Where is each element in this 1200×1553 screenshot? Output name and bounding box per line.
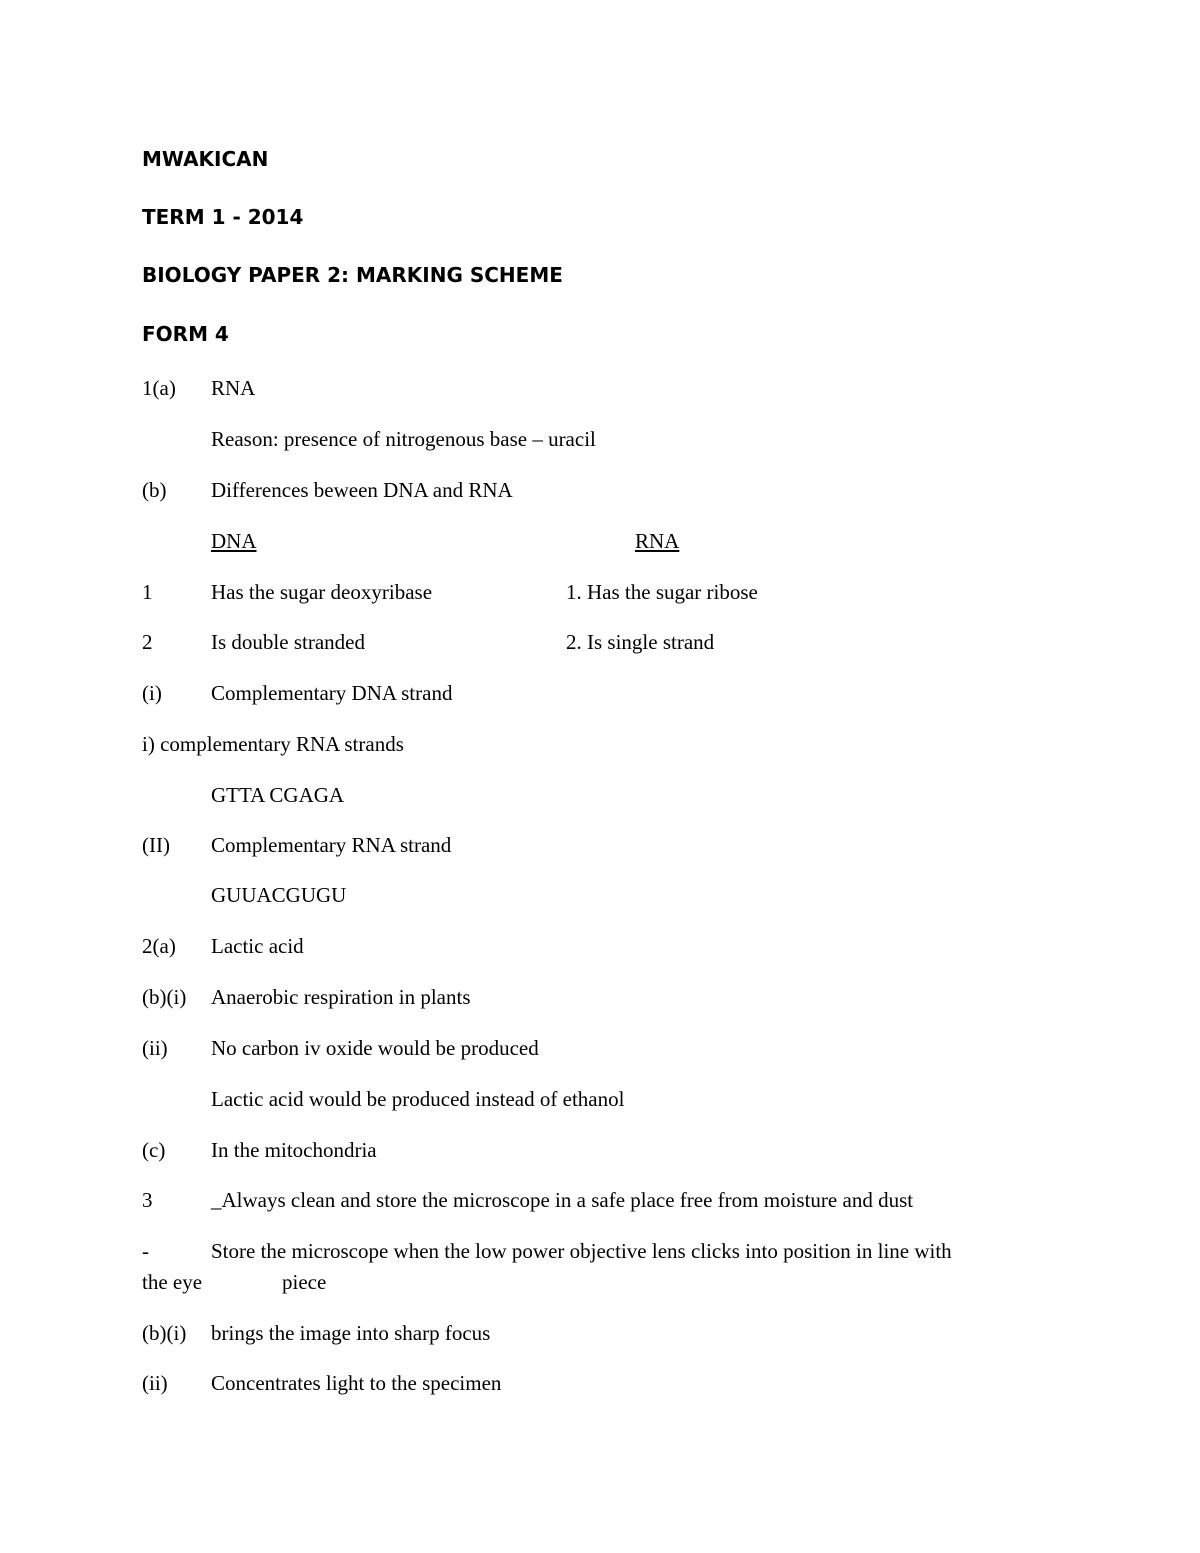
item-text: Complementary RNA strand xyxy=(211,833,452,857)
item-label: (ii) xyxy=(142,1036,168,1060)
dna-cell: Has the sugar deoxyribase xyxy=(211,580,433,604)
item-text: Complementary DNA strand xyxy=(211,681,453,705)
item-text: No carbon iv oxide would be produced xyxy=(211,1036,539,1060)
item-text: Lactic acid xyxy=(211,934,304,958)
item-label: 3 xyxy=(142,1188,153,1212)
item-label: (b)(i) xyxy=(142,1321,187,1345)
item-text: _Always clean and store the microscope in a safe place free from moisture and dust xyxy=(211,1188,914,1212)
item-text: Differences beween DNA and RNA xyxy=(211,478,513,502)
term-heading: TERM 1 - 2014 xyxy=(142,205,304,229)
item-text: In the mitochondria xyxy=(211,1138,377,1162)
item-label: (b) xyxy=(142,478,167,502)
column-header-dna: DNA xyxy=(211,529,257,553)
item-text-continuation: piece xyxy=(282,1270,327,1294)
item-text: brings the image into sharp focus xyxy=(211,1321,491,1345)
bullet-dash: - xyxy=(142,1239,149,1263)
item-label: (c) xyxy=(142,1138,166,1162)
item-label: 2(a) xyxy=(142,934,176,958)
row-number: 1 xyxy=(142,580,153,604)
item-label: (b)(i) xyxy=(142,985,187,1009)
item-label: 1(a) xyxy=(142,376,176,400)
row-number: 2 xyxy=(142,630,153,654)
rna-cell: 1. Has the sugar ribose xyxy=(566,580,758,604)
school-name: MWAKICAN xyxy=(142,147,269,171)
item-text: Anaerobic respiration in plants xyxy=(211,985,471,1009)
paper-heading: BIOLOGY PAPER 2: MARKING SCHEME xyxy=(142,263,563,287)
item-text-continuation: the eye xyxy=(142,1270,203,1294)
item-label: (i) xyxy=(142,681,162,705)
rna-cell: 2. Is single strand xyxy=(566,630,715,654)
sequence-text: GUUACGUGU xyxy=(211,883,347,907)
item-label: (II) xyxy=(142,833,170,857)
item-text: RNA xyxy=(211,376,256,400)
sequence-text: GTTA CGAGA xyxy=(211,783,345,807)
column-header-rna: RNA xyxy=(635,529,680,553)
form-heading: FORM 4 xyxy=(142,322,229,346)
item-label: (ii) xyxy=(142,1371,168,1395)
item-text: Reason: presence of nitrogenous base – uracil xyxy=(211,427,596,451)
item-text: Concentrates light to the specimen xyxy=(211,1371,502,1395)
item-text: Store the microscope when the low power objective lens clicks into position in line with xyxy=(211,1239,952,1263)
dna-cell: Is double stranded xyxy=(211,630,365,654)
item-text: i) complementary RNA strands xyxy=(142,732,404,756)
item-text: Lactic acid would be produced instead of ethanol xyxy=(211,1087,625,1111)
